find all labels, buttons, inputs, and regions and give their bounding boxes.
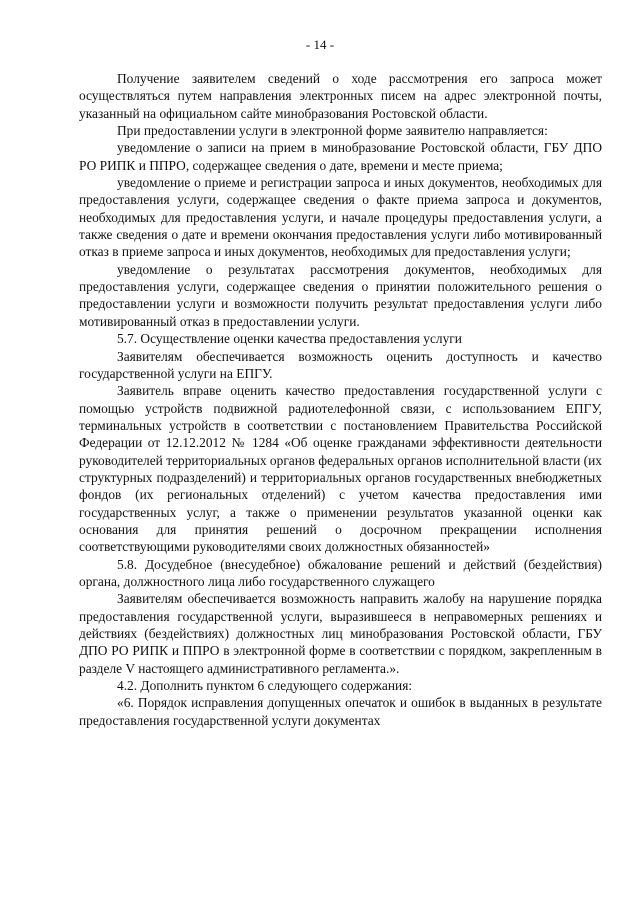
section-heading-5-8: 5.8. Досудебное (внесудебное) обжалование решений и действий (бездействия) органа, должностного лица либо государственного служащего (79, 556, 602, 589)
paragraph-electronic-form-intro: При предоставлении услуги в электронной форме заявителю направляется: (117, 123, 548, 139)
paragraph-quality-assessment: Заявителям обеспечивается возможность оценить доступность и качество государственной услуги на ЕПГУ. (79, 348, 602, 381)
paragraph-quality-evaluation-right: Заявитель вправе оценить качество предоставления государственной услуги с помощью устройств подвижной радиотелефонной связи, с использованием ЕПГУ, терминальных устройств в соответствии с постановлением Правительства Российской Федерации от 12.12.2012 № 1284 «Об оценке гражданами эффективности деятельности руководителей территориальных органов федеральных органов исполнительной власти (их структурных подразделений) и территориальных органов государственных внебюджетных фондов (их региональных отделений) с учетом качества предоставления ими государственных услуг, а также о применении результатов указанной оценки как основания для принятия решений о досрочном прекращении исполнения соответствующими руководителями своих должностных обязанностей» (79, 383, 602, 555)
paragraph-registration-notice: уведомление о приеме и регистрации запроса и иных документов, необходимых для предоставления услуги, содержащее сведения о факте приема запроса и документов, необходимых для предоставления услуги, и начале процедуры предоставления услуги, а также сведения о дате и времени окончания предоставления услуги либо мотивированный отказ в приеме запроса и иных документов, необходимых для предоставления услуги; (79, 175, 602, 260)
document-body (79, 70, 602, 729)
paragraph-complaint: Заявителям обеспечивается возможность направить жалобу на нарушение порядка предоставления государственной услуги, выразившееся в неправомерных решениях и действиях (бездействиях) должностных лиц минобразования Ростовской области, ГБУ ДПО РО РИПК и ППРО в электронной форме в соответствии с порядком, закрепленным в разделе V настоящего административного регламента.». (79, 591, 602, 676)
page-number: - 14 - (305, 37, 335, 52)
paragraph-status-info: Получение заявителем сведений о ходе рассмотрения его запроса может осуществляться путем направления электронных писем на адрес электронной почты, указанный на официальном сайте минобразования Ростовской области. (79, 71, 602, 121)
paragraph-appointment-notice: уведомление о записи на прием в минобразование Ростовской области, ГБУ ДПО РО РИПК и ППРО, содержащее сведения о дате, времени и месте приема; (79, 140, 602, 173)
paragraph-amendment-4-2: 4.2. Дополнить пунктом 6 следующего содержания: (117, 678, 413, 694)
paragraph-section-6-title: «6. Порядок исправления допущенных опечаток и ошибок в выданных в результате предоставления государственной услуги документах (79, 695, 602, 728)
paragraph-results-notice: уведомление о результатах рассмотрения документов, необходимых для предоставления услуги, содержащее сведения о принятии положительного решения о предоставлении услуги и возможности получить результат предоставления услуги либо мотивированный отказ в предоставлении услуги. (79, 261, 602, 329)
section-heading-5-7: 5.7. Осуществление оценки качества предоставления услуги (117, 331, 462, 347)
